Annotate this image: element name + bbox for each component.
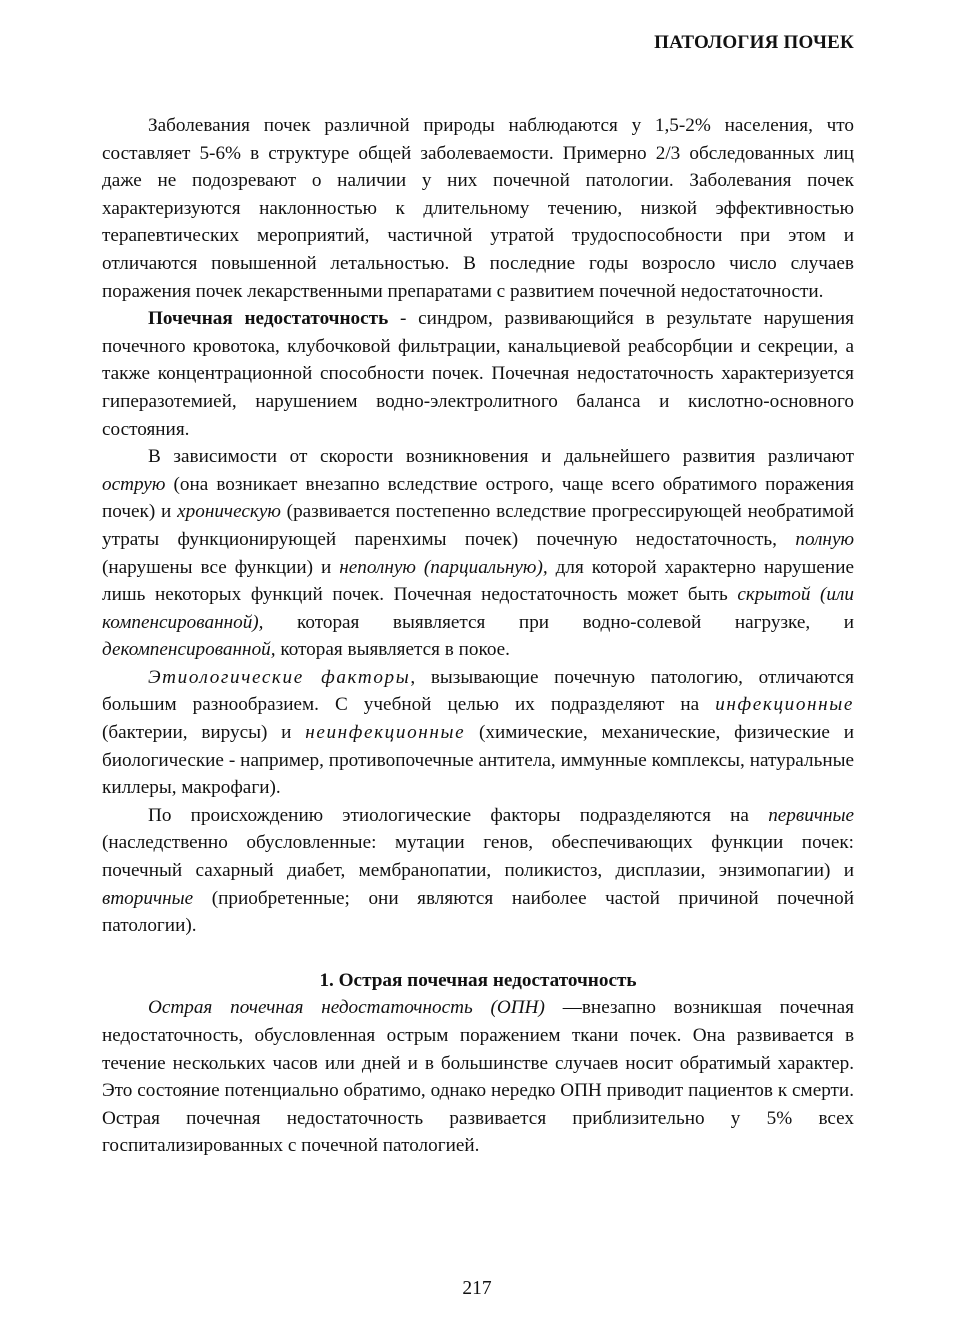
text-run: (она возникает внезапно вследствие острого, чаще всего обратимого поражения почек) и xyxy=(102,473,854,523)
text-run: , вызывающие почечную патологию, отличаются большим разнообразием. С учебной целью их подразделяют на xyxy=(102,666,854,716)
text-run: —внезапно возникшая почечная недостаточность, обусловленная острым поражением ткани почек. Она развивается в течение нескольких часов или дней и в большинстве случаев носит обратимый характер. Это состояние потенциально обратимо, однако нередко ОПН приводит пациентов к смерти. Острая почечная недостаточность развивается приблизительно у 5% всех госпитализированных с почечной патологией. xyxy=(102,997,854,1157)
running-header: ПАТОЛОГИЯ ПОЧЕК xyxy=(654,32,854,53)
term-secondary: вторичные xyxy=(102,887,194,909)
paragraph-classification xyxy=(102,443,854,664)
term-chronic: хроническую xyxy=(177,501,281,523)
paragraph-origin xyxy=(102,802,854,940)
term-acute-renal-failure: Острая почечная недостаточность (ОПН) xyxy=(148,997,545,1019)
text-run: По происхождению этиологические факторы подразделяются на xyxy=(148,804,769,826)
paragraph-acute-definition xyxy=(102,994,854,1160)
text-run: (химические, механические, физические и биологические - например, противопочечные антитела, иммунные комплексы, натуральные киллеры, макрофаги). xyxy=(102,722,854,799)
term-etiological-factors: Этиологические факторы xyxy=(148,666,411,688)
term-noninfectious: неинфекционные xyxy=(305,722,466,744)
page-number: 217 xyxy=(462,1278,492,1299)
term-latent: скрытой (или компенсированной), xyxy=(102,584,854,633)
text-run: которая выявляется при водно-солевой нагрузке, и xyxy=(263,611,854,633)
text-run: для которой характерно нарушение лишь некоторых функций почек. Почечная недостаточность может быть xyxy=(102,556,854,606)
term-acute: острую xyxy=(102,473,166,495)
text-run: (наследственно обусловленные: мутации генов, обеспечивающих функции почек: почечный сахарный диабет, мембранопатии, поликистоз, дисплазии, энзимопагии) и xyxy=(102,832,854,882)
text-run: которая выявляется в покое. xyxy=(275,639,510,661)
paragraph-etiology xyxy=(102,664,854,802)
text-run: (нарушены все функции) и xyxy=(102,556,340,578)
term-partial: неполную (парциальную), xyxy=(339,556,548,578)
term-renal-failure: Почечная недостаточность xyxy=(148,308,389,330)
definition-text: - синдром, развивающийся в результате нарушения почечного кровотока, клубочковой фильтрации, канальциевой реабсорбции и секреции, а также концентрационной способности почек. Почечная недостаточность характеризуется гиперазотемией, нарушением водно-электролитного баланса и кислотно-основного состояния. xyxy=(102,308,854,440)
section-heading: 1. Острая почечная недостаточность xyxy=(319,969,637,991)
text-run: (бактерии, вирусы) и xyxy=(102,722,306,744)
text-run: В зависимости от скорости возникновения и дальнейшего развития различают xyxy=(148,446,854,468)
term-primary: первичные xyxy=(768,804,854,826)
paragraph-definition xyxy=(102,305,854,443)
body-text xyxy=(102,112,854,1160)
paragraph-intro: Заболевания почек различной природы наблюдаются у 1,5-2% населения, что составляет 5-6% в структуре общей заболеваемости. Примерно 2/3 обследованных лиц даже не подозревают о наличии у них почечной патологии. Заболевания почек характеризуются наклонностью к длительному течению, низкой эффективностью терапевтических мероприятий, частичной утратой трудоспособности при этом и отличаются повышенной летальностью. В последние годы возросло число случаев поражения почек лекарственными препаратами с развитием почечной недостаточности. xyxy=(102,115,854,302)
text-run: (приобретенные; они являются наиболее частой причиной почечной патологии). xyxy=(102,887,854,937)
term-decompensated: декомпенсированной, xyxy=(102,639,276,661)
text-run: (развивается постепенно вследствие прогрессирующей необратимой утраты функционирующей паренхимы почек) почечную недостаточность, xyxy=(102,501,854,550)
term-complete: полную xyxy=(795,528,854,550)
term-infectious: инфекционные xyxy=(715,694,854,716)
